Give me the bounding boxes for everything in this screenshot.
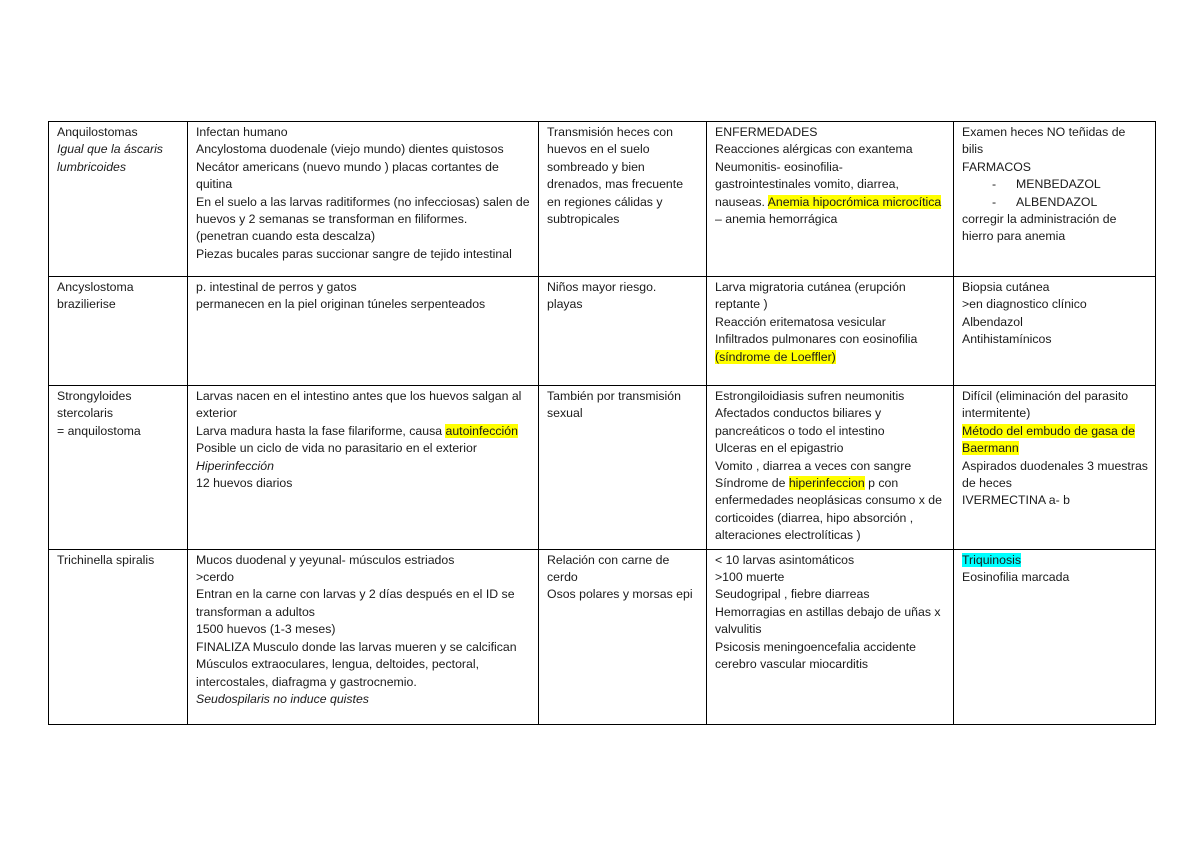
table-row <box>49 549 1156 724</box>
transmission-cell <box>539 122 707 277</box>
info-line: Posible un ciclo de vida no parasitario en el exterior <box>196 441 477 456</box>
drug-list-item <box>962 176 1149 193</box>
bullet-dash: - <box>992 177 997 192</box>
transmission-cell <box>539 386 707 550</box>
info-line: Seudospilaris no induce quistes <box>196 691 369 706</box>
organism-name: Strongyloides stercolaris <box>57 389 132 421</box>
disease-line: Vomito , diarrea a veces con sangre <box>715 458 912 473</box>
table-row <box>49 122 1156 277</box>
treatment-line: >en diagnostico clínico <box>962 297 1087 312</box>
treatment-line: Eosinofilia marcada <box>962 570 1070 585</box>
disease-cell <box>707 386 954 550</box>
info-line: Hiperinfección <box>196 458 274 473</box>
organism-cell <box>49 122 188 277</box>
disease-line: ENFERMEDADES <box>715 125 818 139</box>
drug-list-item <box>962 194 1149 211</box>
organism-cell <box>49 277 188 386</box>
disease-line: Larva migratoria cutánea (erupción reptante ) <box>715 280 906 312</box>
treatment-line: Examen heces NO teñidas de bilis <box>962 125 1126 157</box>
info-cell <box>188 122 539 277</box>
disease-cell <box>707 549 954 724</box>
transmission-line: playas <box>547 297 583 312</box>
info-line: Mucos duodenal y yeyunal- músculos estriados <box>196 552 455 567</box>
disease-line: Seudogripal , fiebre diarreas <box>715 587 870 602</box>
info-text: Larva madura hasta la fase filariforme, causa <box>196 423 443 438</box>
organism-note: Igual que la áscaris <box>57 142 163 157</box>
disease-line: Psicosis meningoencefalia accidente cerebro vascular miocarditis <box>715 639 916 672</box>
organism-cell <box>49 386 188 550</box>
disease-line <box>715 176 947 228</box>
info-line: Infectan humano <box>196 125 288 139</box>
info-line: Piezas bucales paras succionar sangre de tejido intestinal <box>196 246 512 261</box>
disease-line: Reacción eritematosa vesicular <box>715 314 886 329</box>
disease-text: p con enfermedades neoplásicas consumo x de corticoides (diarrea, hipo absorción , alteraciones electrolíticas ) <box>715 476 942 543</box>
organism-note: = anquilostoma <box>57 423 141 438</box>
info-line <box>196 423 532 440</box>
highlighted-text: hiperinfeccion <box>788 476 865 491</box>
info-line: (penetran cuando esta descalza) <box>196 229 376 244</box>
info-line: 12 huevos diarios <box>196 476 293 491</box>
organism-name: Ancyslostoma brazilierise <box>57 280 134 312</box>
treatment-line: Antihistamínicos <box>962 332 1052 347</box>
info-cell <box>188 549 539 724</box>
treatment-line <box>962 423 1149 458</box>
disease-line: Neumonitis- eosinofilia- <box>715 159 843 174</box>
disease-text: Síndrome de <box>715 476 786 491</box>
treatment-line: Aspirados duodenales 3 muestras de heces <box>962 458 1148 491</box>
disease-cell <box>707 277 954 386</box>
disease-line: Infiltrados pulmonares con eosinofilia <box>715 332 918 347</box>
info-line: Entran en la carne con larvas y 2 días después en el ID se transforman a adultos <box>196 587 515 619</box>
bullet-dash: - <box>992 194 997 209</box>
info-line: Necátor americans (nuevo mundo ) placas cortantes de quitina <box>196 159 499 192</box>
info-line: 1500 huevos (1-3 meses) <box>196 622 336 637</box>
organism-cell <box>49 549 188 724</box>
disease-line: Estrongiloidiasis sufren neumonitis <box>715 389 905 403</box>
disease-cell <box>707 122 954 277</box>
transmission-line: Relación con carne de cerdo <box>547 552 670 585</box>
transmission-cell <box>539 277 707 386</box>
disease-line: < 10 larvas asintomáticos <box>715 552 855 567</box>
treatment-line <box>962 552 1149 569</box>
disease-line: Hemorragias en astillas debajo de uñas x valvulitis <box>715 604 941 637</box>
info-line: FINALIZA Musculo donde las larvas mueren y se calcifican <box>196 639 517 654</box>
treatment-line: IVERMECTINA a- b <box>962 493 1070 508</box>
treatment-cell <box>954 122 1156 277</box>
treatment-line: Difícil (eliminación del parasito intermitente) <box>962 389 1129 421</box>
info-line: Músculos extraoculares, lengua, deltoides, pectoral, intercostales, diafragma y gastrocnemio. <box>196 657 479 689</box>
transmission-line: También por transmisión sexual <box>547 389 681 421</box>
treatment-line: corregir la administración de hierro para anemia <box>962 212 1117 244</box>
info-line: Larvas nacen en el intestino antes que los huevos salgan al exterior <box>196 389 522 421</box>
info-line: permanecen en la piel originan túneles serpenteados <box>196 297 486 312</box>
drug-name: ALBENDAZOL <box>1016 194 1098 209</box>
info-line: En el suelo a las larvas raditiformes (no infecciosas) salen de huevos y 2 semanas se transforman en filiformes. <box>196 194 530 227</box>
table-row <box>49 277 1156 386</box>
transmission-line: Transmisión heces con huevos en el suelo sombreado y bien drenados, mas frecuente en regiones cálidas y subtropicales <box>547 125 684 227</box>
table-row <box>49 386 1156 550</box>
treatment-line: Biopsia cutánea <box>962 280 1050 294</box>
info-cell <box>188 277 539 386</box>
info-cell <box>188 386 539 550</box>
treatment-line: Albendazol <box>962 314 1023 329</box>
treatment-cell <box>954 277 1156 386</box>
transmission-cell <box>539 549 707 724</box>
highlighted-text: Método del embudo de gasa de Baermann <box>962 423 1135 456</box>
disease-line: >100 muerte <box>715 570 785 585</box>
disease-text: gastrointestinales vomito, diarrea, nauseas. <box>715 177 899 209</box>
parasite-table <box>48 121 1156 725</box>
drug-name: MENBEDAZOL <box>1016 177 1101 192</box>
highlighted-text: autoinfección <box>445 423 518 438</box>
disease-line: Reacciones alérgicas con exantema <box>715 142 913 157</box>
highlighted-text: Anemia hipocrómica microcítica <box>767 194 942 209</box>
organism-name: Anquilostomas <box>57 125 138 139</box>
treatment-line: FARMACOS <box>962 159 1032 174</box>
highlighted-text: (síndrome de Loeffler) <box>715 349 836 364</box>
disease-text: – anemia hemorrágica <box>715 212 838 227</box>
transmission-line: Niños mayor riesgo. <box>547 280 657 294</box>
disease-line <box>715 475 947 545</box>
treatment-cell <box>954 549 1156 724</box>
disease-line: Afectados conductos biliares y pancreáticos o todo el intestino <box>715 406 885 438</box>
info-line: p. intestinal de perros y gatos <box>196 280 357 294</box>
highlighted-text: Triquinosis <box>962 552 1021 567</box>
treatment-cell <box>954 386 1156 550</box>
organism-name: Trichinella spiralis <box>57 552 155 567</box>
organism-note: lumbricoides <box>57 159 127 174</box>
disease-line <box>715 349 947 366</box>
transmission-line: Osos polares y morsas epi <box>547 587 693 602</box>
info-line: >cerdo <box>196 570 234 585</box>
info-line: Ancylostoma duodenale (viejo mundo) dientes quistosos <box>196 142 504 157</box>
disease-line: Ulceras en el epigastrio <box>715 441 844 456</box>
